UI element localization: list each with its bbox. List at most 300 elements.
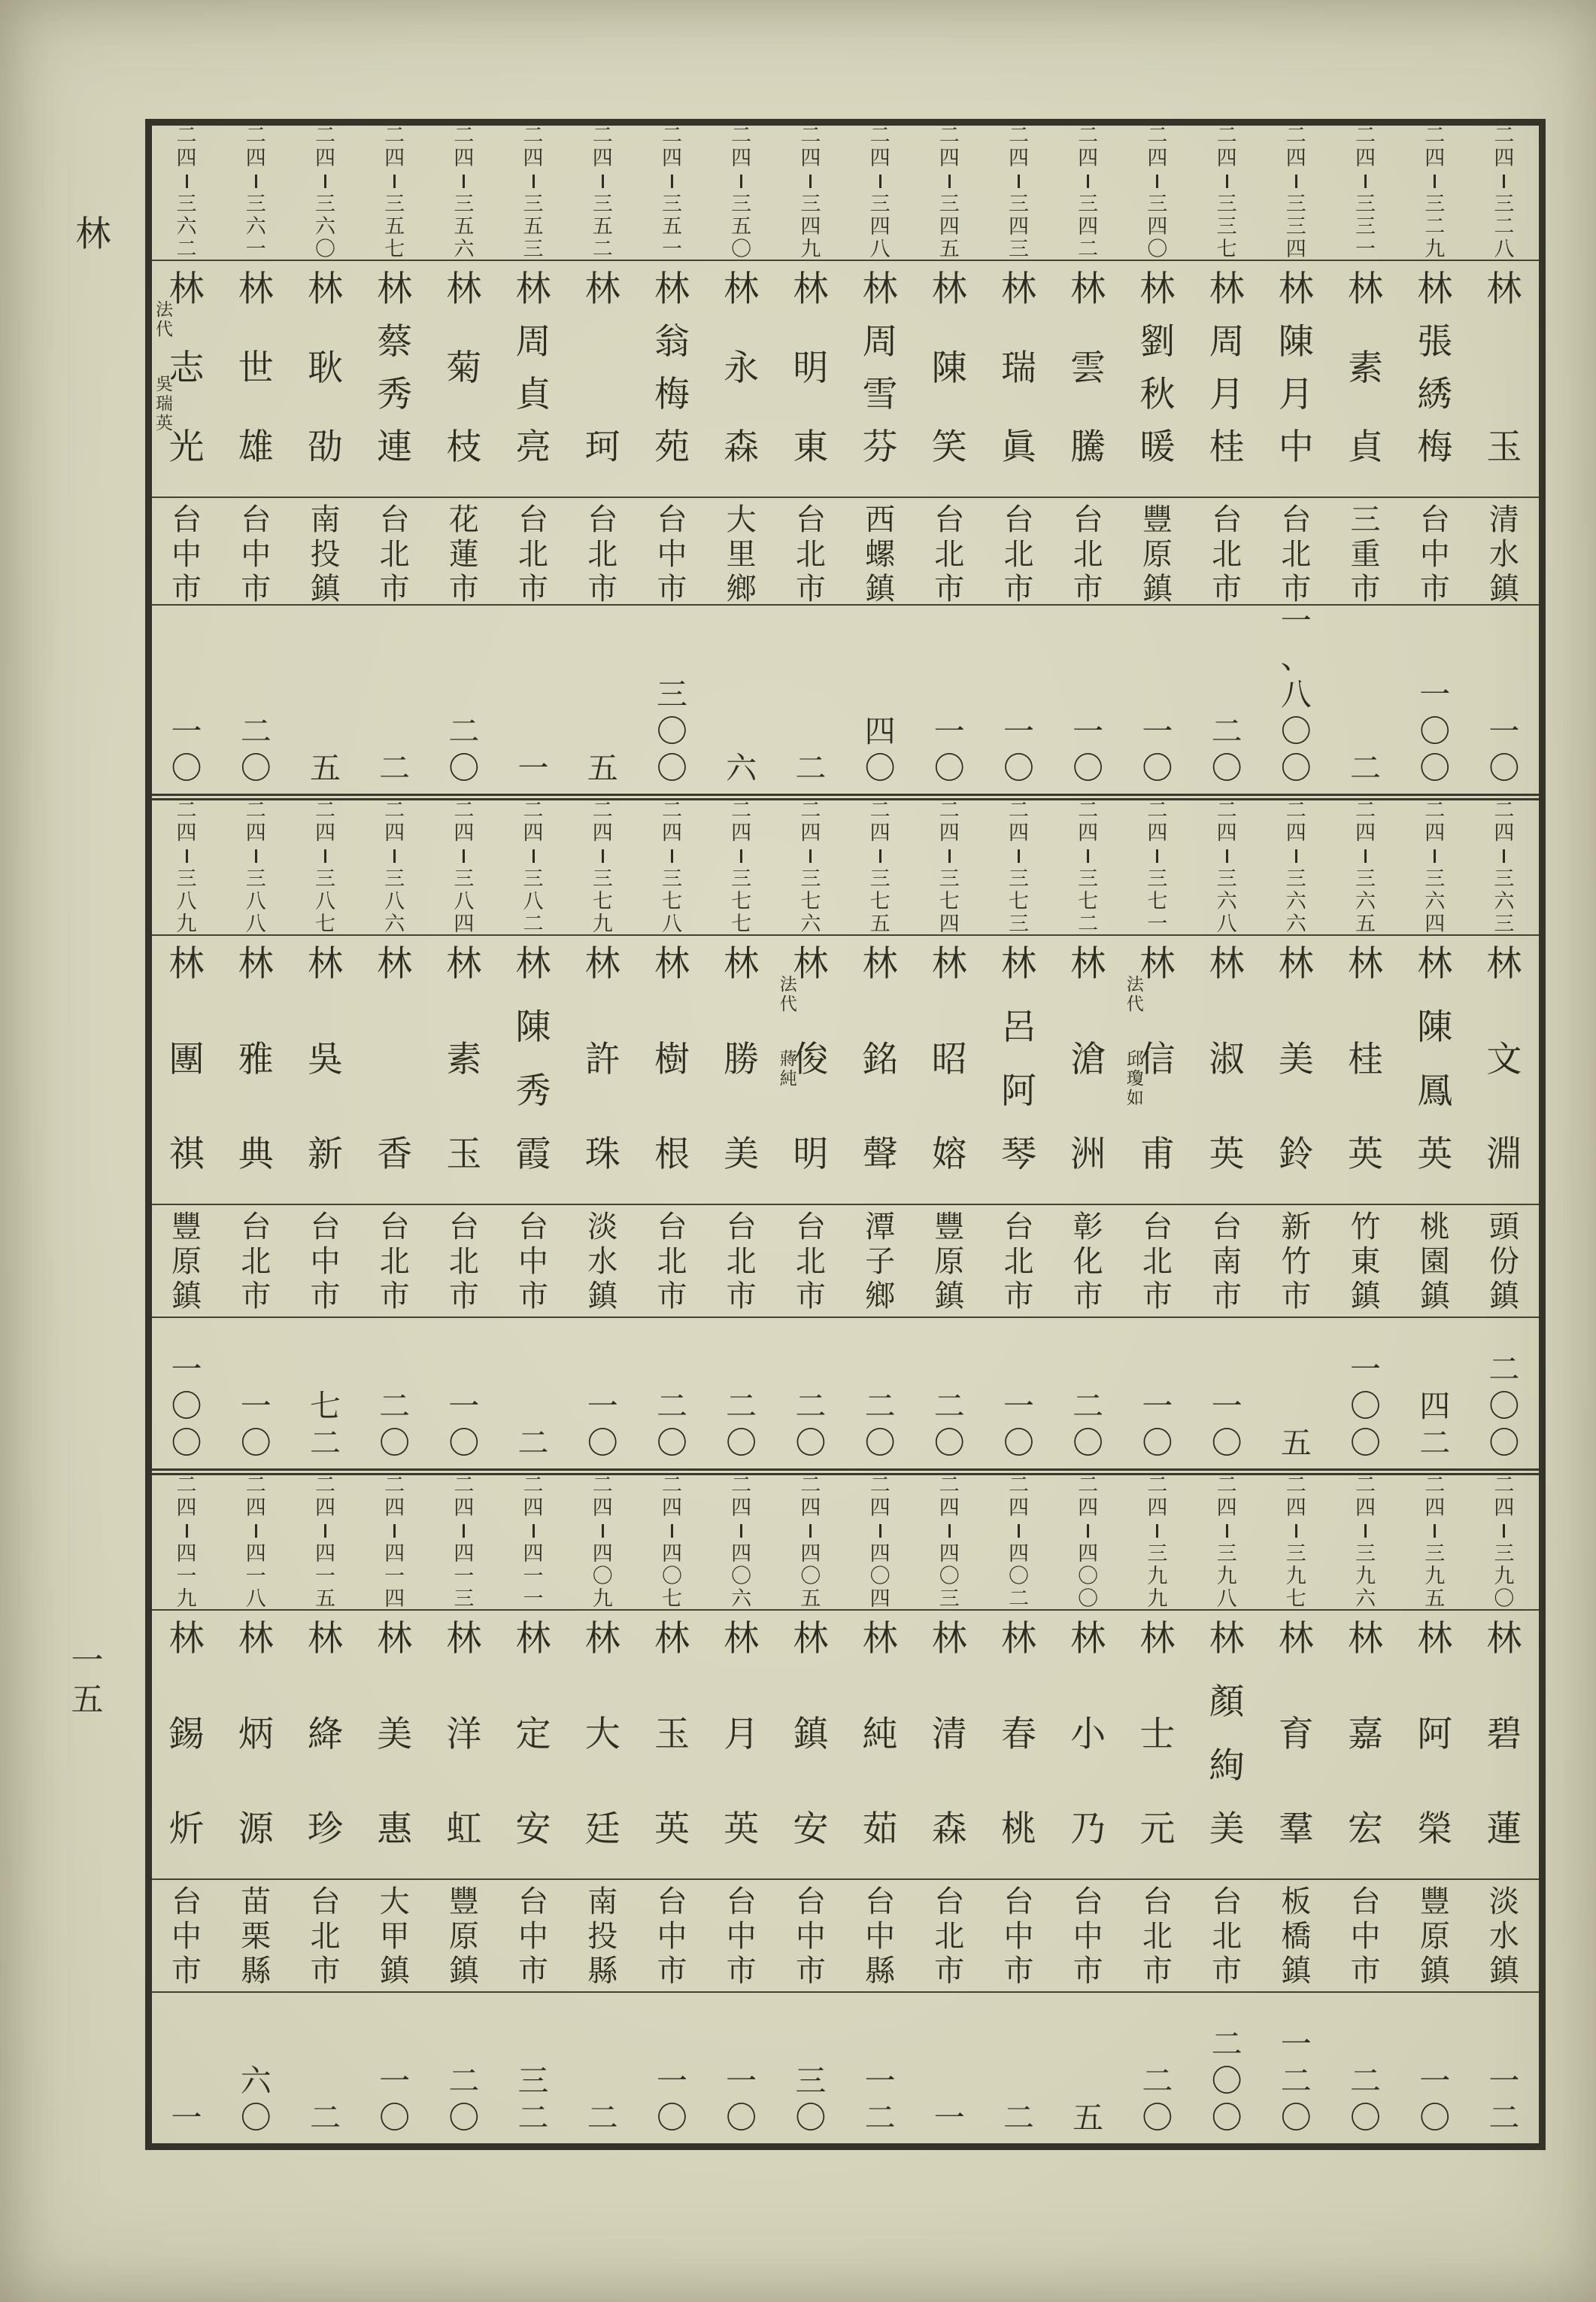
city-cell xyxy=(915,1880,984,1991)
city-char: 水 xyxy=(587,1244,618,1279)
name-char: 祺 xyxy=(168,1134,205,1175)
id-prefix-char: 二 xyxy=(245,1474,266,1497)
name-char: 錫 xyxy=(168,1713,205,1755)
id-prefix-char: 四 xyxy=(1216,147,1237,170)
id-cell xyxy=(1192,126,1261,260)
id-prefix-char: 四 xyxy=(1425,821,1446,845)
entry-name xyxy=(932,1611,967,1878)
id-prefix-char: 二 xyxy=(1425,799,1446,822)
id-dash xyxy=(186,1524,188,1538)
name-cell xyxy=(152,261,221,497)
entry-city xyxy=(1489,498,1519,604)
entry-amount xyxy=(241,606,272,794)
entry-amount xyxy=(379,1993,410,2143)
entry-id xyxy=(523,1475,544,1609)
entry-name xyxy=(1348,936,1383,1204)
id-cell xyxy=(1192,800,1261,934)
city-cell xyxy=(776,1880,845,1991)
name-cell xyxy=(1470,261,1539,497)
name-char: 芬 xyxy=(862,427,898,468)
annotation-line xyxy=(780,1051,797,1088)
id-number-char: 三 xyxy=(939,1587,960,1611)
entry-id xyxy=(1009,800,1029,934)
city-char: 市 xyxy=(241,572,272,606)
id-number-char: 三 xyxy=(1494,867,1515,891)
name-cell xyxy=(776,936,845,1204)
entry-name xyxy=(1070,261,1106,497)
name-char: 阿 xyxy=(1417,1713,1453,1755)
amount-cell xyxy=(915,606,984,794)
entry-name xyxy=(169,1611,205,1878)
city-char: 市 xyxy=(726,1954,757,1988)
name-char: 眞 xyxy=(1000,427,1036,468)
id-number-char: 八 xyxy=(314,890,335,913)
city-char: 鎮 xyxy=(1488,1954,1519,1988)
name-char: 林 xyxy=(168,269,205,310)
entry-amount xyxy=(171,1993,202,2143)
city-char: 原 xyxy=(1419,1919,1450,1954)
name-char: 騰 xyxy=(1070,427,1106,468)
id-cell xyxy=(1331,1475,1400,1609)
id-number-char: 五 xyxy=(523,215,544,238)
entry-name xyxy=(724,261,759,497)
id-cell xyxy=(221,800,290,934)
city-char: 台 xyxy=(171,1884,202,1919)
entry-id xyxy=(1494,800,1514,934)
name-char: 蔡 xyxy=(377,321,413,363)
amount-char: 〇 xyxy=(379,1425,411,1461)
entry-city xyxy=(310,1205,340,1317)
entry-amount xyxy=(934,1993,965,2143)
amount-row xyxy=(152,1318,1539,1468)
city-cell xyxy=(1192,1880,1261,1991)
id-number-char: 一 xyxy=(245,1565,266,1588)
entry-city xyxy=(657,1880,687,1991)
name-cell xyxy=(776,261,845,497)
city-cell xyxy=(1123,1880,1192,1991)
name-char: 明 xyxy=(793,348,829,389)
id-prefix-char: 四 xyxy=(1008,1496,1029,1520)
id-prefix-char: 四 xyxy=(384,147,405,170)
name-char: 林 xyxy=(1000,269,1036,310)
amount-char: 〇 xyxy=(1488,1425,1520,1461)
id-dash xyxy=(1018,849,1020,863)
amount-cell xyxy=(221,606,290,794)
name-char: 林 xyxy=(377,943,413,985)
name-cell xyxy=(637,936,706,1204)
city-char: 縣 xyxy=(865,1954,896,1988)
amount-cell xyxy=(290,606,360,794)
entry-name xyxy=(238,936,274,1204)
id-number-char: 四 xyxy=(800,215,821,238)
entry-city xyxy=(380,498,410,604)
id-row xyxy=(152,1475,1539,1611)
entry-name xyxy=(585,261,620,497)
amount-char: 一 xyxy=(1142,713,1173,749)
city-char: 豐 xyxy=(1142,503,1173,537)
name-char: 典 xyxy=(238,1134,274,1175)
city-char: 台 xyxy=(379,1210,410,1244)
amount-char: 三 xyxy=(656,676,687,712)
id-prefix-char: 二 xyxy=(314,1474,335,1497)
name-char: 珠 xyxy=(584,1134,620,1175)
name-char: 吳 xyxy=(307,1038,343,1080)
amount-char: 〇 xyxy=(1003,750,1034,786)
entry-amount xyxy=(518,606,549,794)
id-number-char: 四 xyxy=(384,1542,405,1566)
table-band xyxy=(152,1475,1539,2143)
table-band xyxy=(152,126,1539,794)
city-char: 淡 xyxy=(1488,1884,1519,1919)
entry-city xyxy=(310,1880,340,1991)
city-char: 台 xyxy=(1142,1884,1173,1919)
entry-amount xyxy=(795,1993,826,2143)
amount-char: 一 xyxy=(933,713,965,749)
amount-cell xyxy=(429,1993,499,2143)
id-number-char: 五 xyxy=(661,215,682,238)
id-prefix-char: 四 xyxy=(245,821,266,845)
name-char: 貞 xyxy=(515,374,551,415)
city-char: 台 xyxy=(657,1884,687,1919)
name-char: 洲 xyxy=(1070,1134,1106,1175)
entry-id xyxy=(870,800,891,934)
id-number-char: 六 xyxy=(384,913,405,936)
entry-city xyxy=(587,498,617,604)
id-number-char: 九 xyxy=(176,913,197,936)
entry-name xyxy=(932,261,967,497)
city-char: 鄉 xyxy=(865,1279,896,1313)
name-char: 陳 xyxy=(931,348,967,389)
entry-id xyxy=(384,800,405,934)
name-char: 香 xyxy=(377,1134,413,1175)
name-cell xyxy=(915,936,984,1204)
id-number-char: 六 xyxy=(454,238,475,261)
amount-cell xyxy=(1400,1318,1470,1468)
amount-cell xyxy=(568,606,637,794)
city-char: 台 xyxy=(1350,1884,1381,1919)
id-prefix-char: 二 xyxy=(454,124,475,147)
city-char: 里 xyxy=(726,537,757,572)
city-cell xyxy=(1400,1205,1470,1317)
name-char: 苑 xyxy=(654,427,690,468)
city-char: 彰 xyxy=(1073,1210,1103,1244)
name-char: 英 xyxy=(1417,1133,1453,1175)
amount-cell xyxy=(915,1318,984,1468)
entry-name xyxy=(1001,261,1036,497)
city-char: 市 xyxy=(726,1279,757,1313)
name-char: 耿 xyxy=(307,348,343,389)
amount-char: 〇 xyxy=(171,750,202,786)
entry-city xyxy=(657,1205,687,1317)
amount-cell xyxy=(221,1993,290,2143)
id-number-char: 三 xyxy=(869,193,891,216)
id-number-char: 九 xyxy=(1285,1565,1306,1588)
id-number-char: 三 xyxy=(454,867,475,891)
name-char: 瑞 xyxy=(1000,348,1036,389)
entry-id xyxy=(662,1475,682,1609)
city-char: 花 xyxy=(448,503,479,537)
city-char: 份 xyxy=(1488,1244,1519,1279)
id-prefix-char: 二 xyxy=(1147,799,1168,822)
amount-char: 二 xyxy=(726,1388,757,1424)
id-prefix-char: 二 xyxy=(314,124,335,147)
name-cell xyxy=(499,261,568,497)
amount-char: 〇 xyxy=(1488,1388,1520,1424)
name-char: 絳 xyxy=(307,1713,343,1755)
entry-name xyxy=(1486,261,1522,497)
entry-id xyxy=(246,1475,266,1609)
city-cell xyxy=(1470,1205,1539,1317)
entry-city xyxy=(1212,1205,1242,1317)
name-char: 文 xyxy=(1486,1038,1522,1080)
city-cell xyxy=(568,498,637,604)
id-prefix-char: 四 xyxy=(661,147,682,170)
amount-cell xyxy=(915,1993,984,2143)
id-number-char: 四 xyxy=(1147,215,1168,238)
id-number-char: 二 xyxy=(1425,215,1446,238)
name-char: 林 xyxy=(1347,943,1383,985)
city-char: 鎮 xyxy=(1419,1954,1450,1988)
id-dash xyxy=(393,1524,396,1538)
entry-name xyxy=(1070,1611,1106,1878)
id-number-char: 八 xyxy=(245,913,266,936)
city-cell xyxy=(1123,498,1192,604)
name-char: 霞 xyxy=(515,1133,551,1175)
amount-char: 〇 xyxy=(1280,2100,1312,2136)
name-char: 林 xyxy=(1070,1618,1106,1660)
city-char: 鄉 xyxy=(726,572,757,606)
id-number-char: 九 xyxy=(1425,1565,1446,1588)
entry-id xyxy=(315,126,335,260)
city-char: 市 xyxy=(795,1954,826,1988)
id-number-char: 四 xyxy=(454,913,475,936)
entry-city xyxy=(1142,498,1173,604)
name-char: 秀 xyxy=(377,374,413,415)
name-cell xyxy=(707,261,776,497)
id-prefix-char: 二 xyxy=(245,799,266,822)
city-char: 豐 xyxy=(448,1884,479,1919)
amount-char: 〇 xyxy=(726,1425,757,1461)
id-prefix-char: 四 xyxy=(1285,821,1306,845)
amount-cell xyxy=(290,1993,360,2143)
amount-char: 〇 xyxy=(1419,2100,1451,2136)
amount-cell xyxy=(152,1318,221,1468)
name-cell xyxy=(1123,936,1192,1204)
amount-char: 二 xyxy=(864,2100,896,2136)
name-cell xyxy=(1331,1611,1400,1878)
entry-name xyxy=(516,936,551,1204)
id-cell xyxy=(1331,126,1400,260)
entry-id xyxy=(177,800,197,934)
amount-char: 四 xyxy=(864,713,896,749)
entry-name xyxy=(308,936,343,1204)
entry-id xyxy=(1355,126,1376,260)
id-number-char: 三 xyxy=(1078,193,1099,216)
id-number-char: 三 xyxy=(661,193,682,216)
entry-id xyxy=(315,1475,335,1609)
city-char: 市 xyxy=(1003,572,1034,606)
city-char: 北 xyxy=(934,537,965,572)
city-char: 北 xyxy=(587,537,618,572)
id-cell xyxy=(1123,800,1192,934)
city-char: 南 xyxy=(587,1884,618,1919)
id-number-char: 三 xyxy=(1494,1542,1515,1566)
name-cell xyxy=(499,936,568,1204)
id-prefix-char: 二 xyxy=(592,124,613,147)
id-prefix-char: 二 xyxy=(869,799,891,822)
id-prefix-char: 四 xyxy=(800,821,821,845)
annotation-char: 吳 xyxy=(155,375,173,394)
entry-amount xyxy=(795,606,826,794)
entry-id xyxy=(1009,126,1029,260)
id-number-char: 三 xyxy=(245,193,266,216)
name-char: 元 xyxy=(1139,1808,1176,1850)
city-cell xyxy=(290,1205,360,1317)
entry-id xyxy=(1286,126,1306,260)
city-char: 台 xyxy=(1003,503,1034,537)
amount-char: 〇 xyxy=(1419,750,1451,786)
id-dash xyxy=(463,175,465,188)
amount-char: 三 xyxy=(517,2063,549,2099)
entry-city xyxy=(1420,1205,1450,1317)
amount-char: 一 xyxy=(1211,1388,1243,1424)
city-char: 中 xyxy=(1350,1919,1381,1954)
city-char: 園 xyxy=(1419,1244,1450,1279)
entry-name xyxy=(724,936,759,1204)
id-number-char: 二 xyxy=(176,238,197,261)
name-char: 純 xyxy=(862,1713,898,1755)
city-char: 台 xyxy=(241,1210,272,1244)
id-prefix-char: 二 xyxy=(869,1474,891,1497)
entry-id xyxy=(593,800,613,934)
annotation-line xyxy=(156,376,173,433)
id-prefix-char: 二 xyxy=(1078,124,1099,147)
entry-id xyxy=(662,800,682,934)
id-number-char: 二 xyxy=(1494,215,1515,238)
entry-city xyxy=(380,1880,410,1991)
id-prefix-char: 四 xyxy=(731,1496,752,1520)
id-number-char: 三 xyxy=(454,193,475,216)
id-cell xyxy=(1400,800,1470,934)
id-prefix-char: 四 xyxy=(314,1496,335,1520)
amount-char: 二 xyxy=(240,713,272,749)
id-number-char: 三 xyxy=(384,193,405,216)
amount-cell xyxy=(984,1993,1053,2143)
id-prefix-char: 四 xyxy=(1078,1496,1099,1520)
name-char: 呂 xyxy=(1000,1007,1036,1049)
name-row xyxy=(152,1611,1539,1880)
entry-name xyxy=(863,261,898,497)
name-char: 林 xyxy=(307,269,343,310)
entry-id xyxy=(870,126,891,260)
entry-name xyxy=(1070,936,1106,1204)
id-number-char: 八 xyxy=(245,1587,266,1611)
id-prefix-char: 二 xyxy=(661,799,682,822)
amount-char: 二 xyxy=(379,1388,411,1424)
id-number-char: 三 xyxy=(939,193,960,216)
city-cell xyxy=(845,1880,915,1991)
city-cell xyxy=(360,1205,429,1317)
city-char: 栗 xyxy=(241,1919,272,1954)
entry-amount xyxy=(241,1993,272,2143)
id-cell xyxy=(984,800,1053,934)
id-prefix-char: 四 xyxy=(1008,821,1029,845)
city-cell xyxy=(1400,498,1470,604)
city-char: 鎮 xyxy=(1281,1954,1312,1988)
annotation-char: 法 xyxy=(155,300,173,320)
name-char: 張 xyxy=(1417,321,1453,363)
id-number-char: 九 xyxy=(1147,1565,1168,1588)
id-dash xyxy=(255,175,257,188)
entry-name xyxy=(1279,1611,1314,1878)
id-number-char: 三 xyxy=(523,193,544,216)
id-number-char: 六 xyxy=(245,215,266,238)
id-number-char: 七 xyxy=(661,890,682,913)
id-prefix-char: 二 xyxy=(1355,799,1376,822)
entry-name xyxy=(1209,936,1245,1204)
city-char: 台 xyxy=(934,1884,965,1919)
entry-city xyxy=(241,1205,271,1317)
city-char: 北 xyxy=(1003,1244,1034,1279)
id-dash xyxy=(602,175,604,188)
id-cell xyxy=(845,126,915,260)
city-char: 鎮 xyxy=(934,1279,965,1313)
city-char: 台 xyxy=(379,503,410,537)
entry-city xyxy=(1350,1205,1380,1317)
margin-surname-label: 林 xyxy=(75,214,111,255)
name-cell xyxy=(1123,261,1192,497)
entry-city xyxy=(934,1205,964,1317)
id-prefix-char: 四 xyxy=(1147,821,1168,845)
id-prefix-char: 二 xyxy=(523,799,544,822)
city-char: 中 xyxy=(1003,1919,1034,1954)
annotation-char: 如 xyxy=(1126,1089,1144,1108)
id-number-char: 八 xyxy=(245,890,266,913)
city-char: 北 xyxy=(518,537,549,572)
name-char: 林 xyxy=(724,1618,760,1660)
legal-representative-annotation xyxy=(780,976,797,1088)
id-cell xyxy=(568,126,637,260)
city-cell xyxy=(637,498,706,604)
name-char: 永 xyxy=(724,348,760,389)
id-number-char: 八 xyxy=(1494,238,1515,261)
amount-char: 二 xyxy=(1142,2063,1173,2099)
city-char: 中 xyxy=(310,1244,341,1279)
city-char: 北 xyxy=(1212,1919,1243,1954)
entry-name xyxy=(724,1611,759,1878)
name-cell xyxy=(1123,1611,1192,1878)
entry-id xyxy=(662,126,682,260)
id-cell xyxy=(984,126,1053,260)
entry-name xyxy=(1139,1611,1175,1878)
id-dash xyxy=(1434,1524,1436,1538)
city-char: 鎮 xyxy=(1488,1279,1519,1313)
id-cell xyxy=(1331,800,1400,934)
annotation-char: 瓊 xyxy=(1126,1069,1144,1089)
amount-cell xyxy=(845,1318,915,1468)
city-cell xyxy=(1470,1880,1539,1991)
city-char: 市 xyxy=(1212,1279,1243,1313)
amount-cell xyxy=(776,1318,845,1468)
id-prefix-char: 二 xyxy=(661,124,682,147)
amount-char: 一 xyxy=(1280,603,1312,639)
entry-id xyxy=(1078,1475,1098,1609)
id-number-char: 一 xyxy=(454,1565,475,1588)
name-char: 林 xyxy=(654,269,690,310)
id-number-char: 三 xyxy=(1425,193,1446,216)
id-number-char: 三 xyxy=(661,867,682,891)
entry-name xyxy=(238,1611,274,1878)
